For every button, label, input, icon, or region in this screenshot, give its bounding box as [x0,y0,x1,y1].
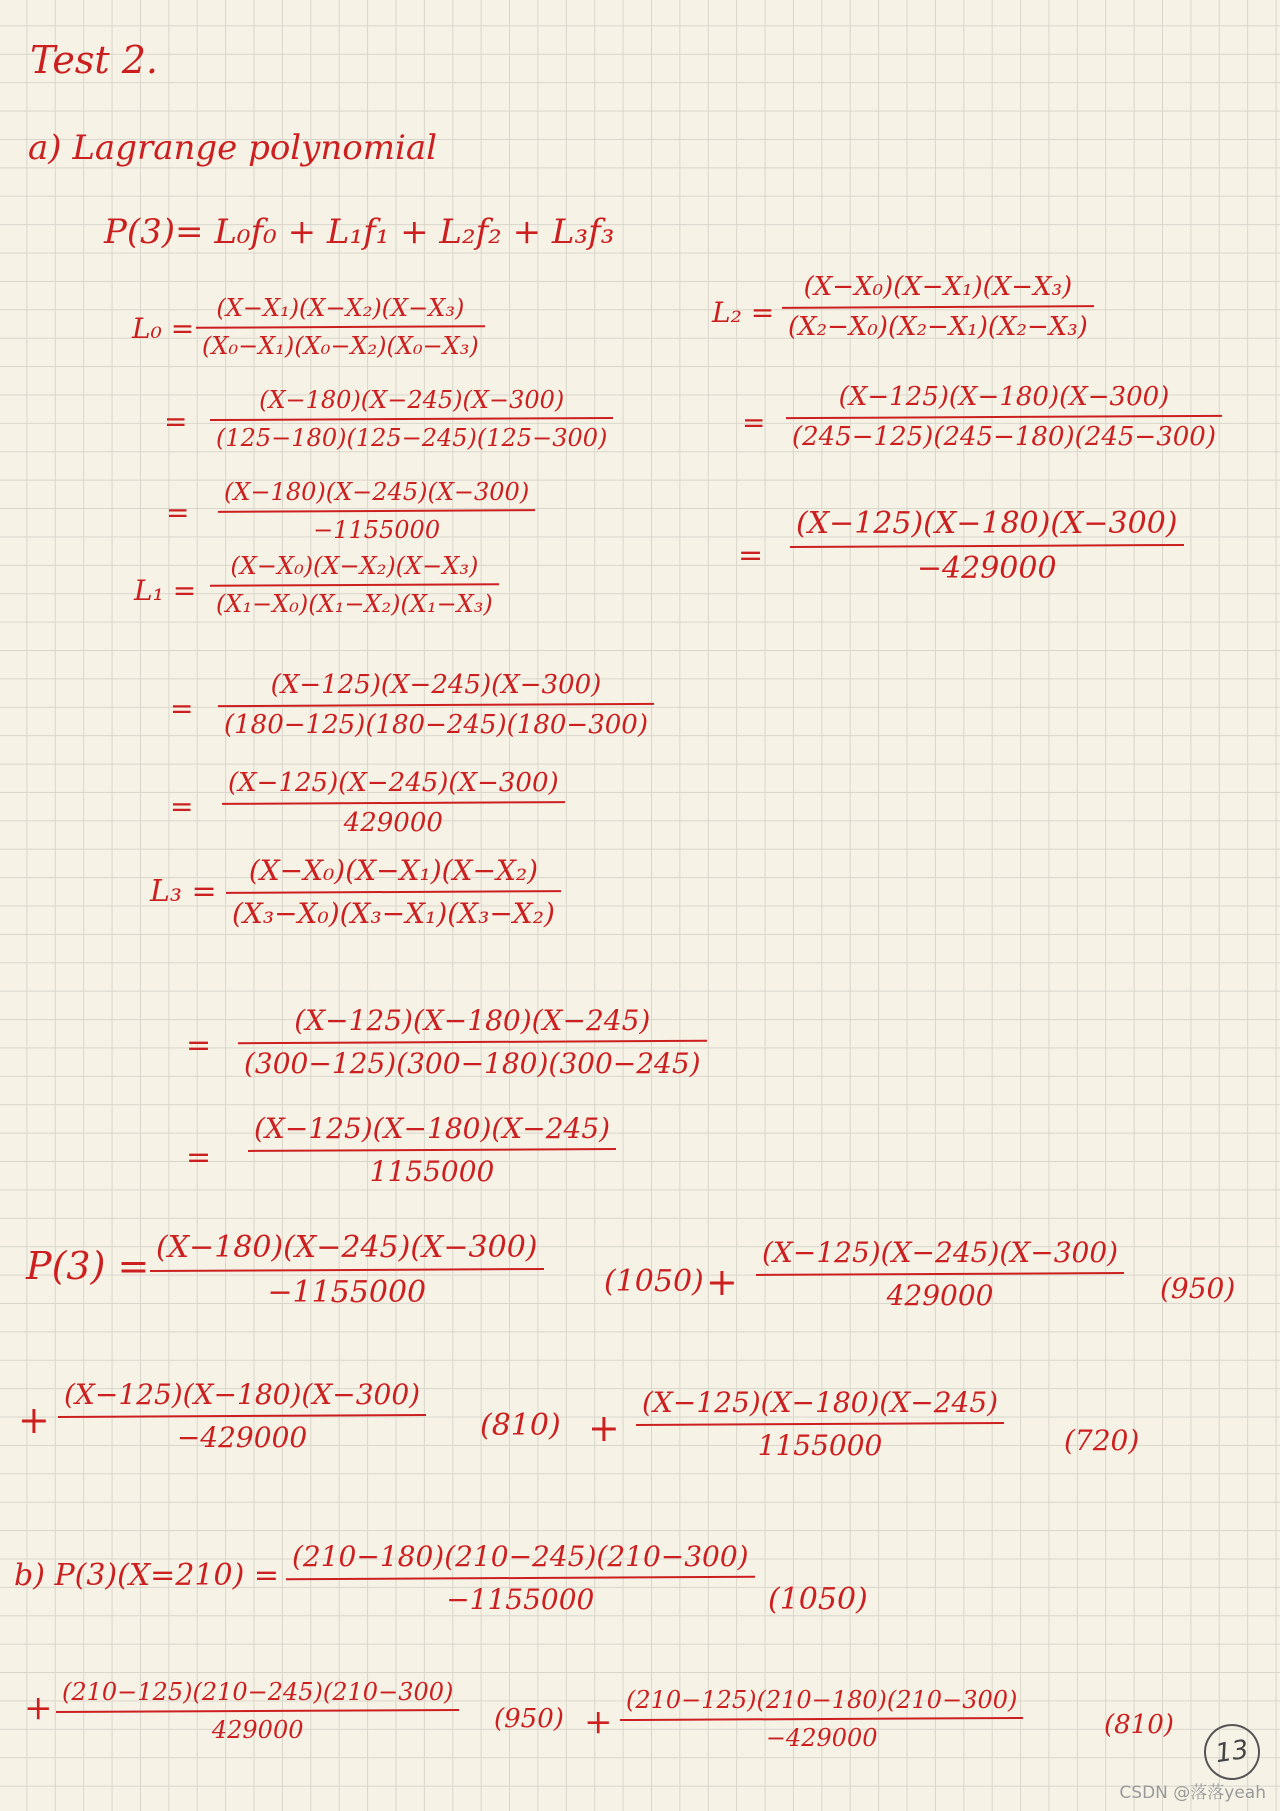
L2-label: L₂ = [712,296,775,329]
part-b-plus-2: + [584,1702,613,1742]
P3-term3-coefficient: (810) [480,1408,561,1443]
watermark: CSDN @落落yeah [1119,1783,1266,1803]
L2-general-denominator: (X₂−X₀)(X₂−X₁)(X₂−X₃) [788,312,1088,342]
L0-label: L₀ = [132,312,195,345]
L2-step2-numerator: (X−125)(X−180)(X−300) [796,506,1178,541]
L3-step1-denominator: (300−125)(300−180)(300−245) [244,1047,701,1080]
L3-general-denominator: (X₃−X₀)(X₃−X₁)(X₃−X₂) [232,897,555,930]
P3-term3-numerator: (X−125)(X−180)(X−300) [64,1378,421,1411]
L2-general-numerator: (X−X₀)(X−X₁)(X−X₃) [803,272,1073,302]
L1-general-fraction [210,552,499,618]
L3-step1-numerator: (X−125)(X−180)(X−245) [294,1004,651,1037]
L1-step1-equals: = [170,692,194,725]
L1-step1-denominator: (180−125)(180−245)(180−300) [224,710,648,740]
P3-term4-denominator: 1155000 [757,1429,883,1462]
L1-step2-fraction [222,768,565,838]
L2-general-fraction [782,272,1094,342]
part-b-term3-denominator: −429000 [765,1724,878,1752]
P3-term3-denominator: −429000 [176,1421,308,1454]
L2-step2-fraction [790,506,1184,586]
part-a-label: a) Lagrange polynomial [28,128,438,168]
P3-plus-3: + [588,1406,620,1450]
L0-general-fraction [196,294,485,360]
P3-plus-2: + [18,1398,50,1442]
L0-step2-equals: = [166,496,190,529]
L3-step1-fraction [238,1004,707,1080]
part-b-term1-numerator: (210−180)(210−245)(210−300) [292,1540,749,1573]
L1-step2-denominator: 429000 [343,808,443,838]
L2-step1-fraction [786,382,1222,452]
L1-step2-numerator: (X−125)(X−245)(X−300) [228,768,559,798]
L3-general-fraction [226,854,561,930]
P3-term4-fraction [636,1386,1004,1462]
P3-term1-fraction [150,1230,544,1310]
P3-term2-coefficient: (950) [1160,1272,1236,1305]
L1-step1-numerator: (X−125)(X−245)(X−300) [270,670,602,700]
P3-term4-coefficient: (720) [1064,1424,1140,1457]
part-b-term3-numerator: (210−125)(210−180)(210−300) [626,1686,1018,1714]
part-b-term3-coefficient: (810) [1104,1710,1174,1740]
L1-step1-fraction [218,670,654,740]
L2-step2-denominator: −429000 [916,551,1057,586]
part-b-term2-denominator: 429000 [211,1716,304,1744]
P3-label: P(3) = [26,1244,150,1288]
part-b-term1-denominator: −1155000 [446,1583,595,1616]
L2-step2-equals: = [738,538,764,573]
L0-general-denominator: (X₀−X₁)(X₀−X₂)(X₀−X₃) [202,332,479,360]
part-b-term1-coefficient: (1050) [768,1582,868,1617]
L0-step2-fraction [218,478,535,544]
lagrange-formula: P(3)= L₀f₀ + L₁f₁ + L₂f₂ + L₃f₃ [104,212,615,252]
L3-step2-denominator: 1155000 [369,1155,495,1188]
L1-general-denominator: (X₁−X₀)(X₁−X₂)(X₁−X₃) [216,590,493,618]
L1-step2-equals: = [170,790,194,823]
L0-step1-denominator: (125−180)(125−245)(125−300) [216,424,608,452]
L3-general-numerator: (X−X₀)(X−X₁)(X−X₂) [248,854,539,887]
part-b-term3-fraction [620,1686,1023,1752]
L2-step1-numerator: (X−125)(X−180)(X−300) [838,382,1170,412]
part-b-term1-fraction [286,1540,755,1616]
L3-step2-fraction [248,1112,616,1188]
P3-term4-numerator: (X−125)(X−180)(X−245) [642,1386,999,1419]
L0-step1-numerator: (X−180)(X−245)(X−300) [259,386,565,414]
part-b-plus-1: + [24,1688,53,1728]
P3-term2-denominator: 429000 [886,1279,994,1312]
L0-step2-numerator: (X−180)(X−245)(X−300) [224,478,530,506]
P3-term1-denominator: −1155000 [267,1275,427,1310]
L0-step1-fraction [210,386,613,452]
L3-step2-equals: = [186,1140,212,1175]
P3-term1-coefficient: (1050) [604,1264,704,1299]
L0-step1-equals: = [164,405,188,438]
L1-label: L₁ = [134,574,197,607]
P3-term3-fraction [58,1378,426,1454]
part-b-term2-numerator: (210−125)(210−245)(210−300) [62,1678,454,1706]
L3-step2-numerator: (X−125)(X−180)(X−245) [254,1112,611,1145]
L0-general-numerator: (X−X₁)(X−X₂)(X−X₃) [216,294,465,322]
part-b-term2-fraction [56,1678,459,1744]
part-b-label: b) P(3)(X=210) = [14,1558,279,1593]
L2-step1-denominator: (245−125)(245−180)(245−300) [792,422,1216,452]
L2-step1-equals: = [742,406,766,439]
L0-step2-denominator: −1155000 [313,516,441,544]
P3-term2-fraction [756,1236,1124,1312]
P3-plus-1: + [706,1260,738,1304]
page-number-badge: 13 [1200,1720,1263,1783]
P3-term1-numerator: (X−180)(X−245)(X−300) [156,1230,538,1265]
L3-label: L₃ = [150,874,217,909]
page-title: Test 2. [30,38,158,82]
L3-step1-equals: = [186,1028,212,1063]
part-b-term2-coefficient: (950) [494,1704,564,1734]
P3-term2-numerator: (X−125)(X−245)(X−300) [762,1236,1119,1269]
L1-general-numerator: (X−X₀)(X−X₂)(X−X₃) [230,552,479,580]
